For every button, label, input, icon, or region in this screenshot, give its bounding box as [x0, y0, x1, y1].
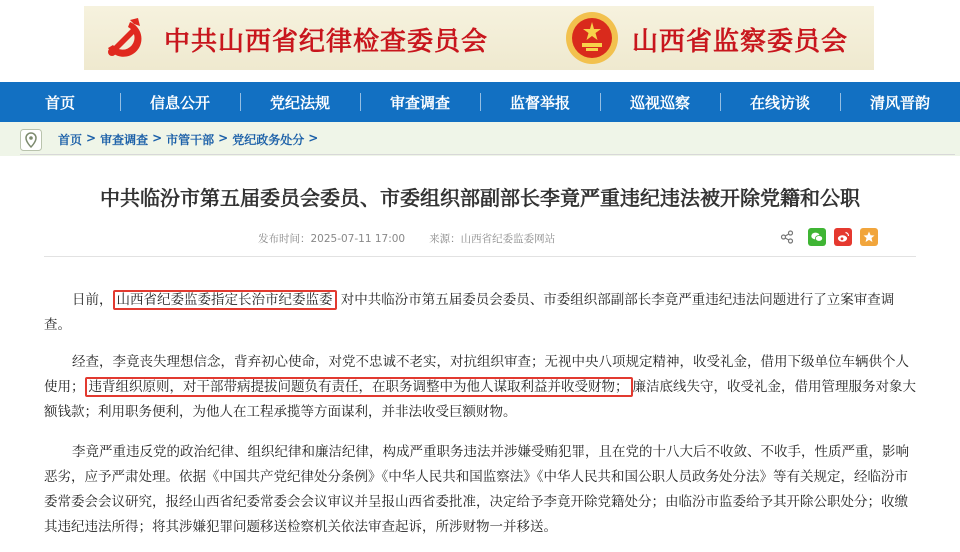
- breadcrumb-separator: >: [308, 131, 319, 145]
- breadcrumb-home[interactable]: 首页: [58, 133, 83, 147]
- breadcrumb: [58, 131, 322, 148]
- location-pin-icon: [20, 129, 42, 151]
- article-paragraph-3: 李竟严重违反党的政治纪律、组织纪律和廉洁纪律，构成严重职务违法并涉嫌受贿犯罪，且在党的十八大后不收敛、不收手，性质严重，影响恶劣，应予严肃处理。依据《中国共产党纪律处分条例》《中华人民共和国监察法》《中华人民共和国公职人员政务处分法》等有关规定，经临汾市委常委会会议研究，报经山西省纪委常委会会议审议并呈报山西省委批准，决定给予李竟开除党籍处分；由临汾市监委给予其开除公职处分；收缴其违纪违法所得；将其涉嫌犯罪问题移送检察机关依法审查起诉，所涉财物一并移送。: [44, 444, 909, 535]
- star-icon: [862, 230, 876, 244]
- article-paragraph-2: [44, 350, 920, 425]
- national-emblem-icon: [564, 10, 620, 66]
- nav-item-culture[interactable]: 清风晋韵: [840, 82, 960, 122]
- breadcrumb-sanctions[interactable]: 党纪政务处分: [232, 133, 305, 147]
- highlighted-phrase-2: 违背组织原则，对干部带病提拔问题负有责任，在职务调整中为他人谋取利益并收受财物；: [85, 377, 633, 397]
- breadcrumb-divider: [20, 154, 955, 155]
- share-button[interactable]: [778, 228, 796, 246]
- weibo-icon: [836, 230, 850, 244]
- article-paragraph-1: [44, 288, 920, 338]
- breadcrumb-separator: >: [218, 131, 229, 145]
- highlighted-phrase-1: 山西省纪委监委指定长治市纪委监委: [113, 290, 337, 310]
- wechat-icon: [810, 230, 824, 244]
- breadcrumb-city-cadres[interactable]: 市管干部: [166, 133, 215, 147]
- commission-title: 中共山西省纪律检查委员会: [164, 27, 489, 57]
- article-source: 来源：山西省纪委监委网站: [429, 233, 556, 245]
- nav-item-home[interactable]: 首页: [44, 93, 75, 112]
- article-meta: [258, 231, 555, 246]
- breadcrumb-separator: >: [86, 131, 97, 145]
- share-weibo-button[interactable]: [834, 228, 852, 246]
- main-nav: [0, 82, 960, 122]
- p1-rest: 对中共临汾市第五届委员会委员、市委组织部副部长李竟严重违纪违法问题进行了立案审查调查。: [44, 292, 895, 333]
- nav-item-regulations[interactable]: 党纪法规: [240, 82, 360, 122]
- supervision-title: 山西省监察委员会: [632, 27, 849, 57]
- nav-item-info[interactable]: 信息公开: [120, 82, 240, 122]
- breadcrumb-investigation[interactable]: 审查调查: [100, 133, 149, 147]
- site-header: [0, 0, 960, 80]
- meta-divider: [44, 256, 916, 257]
- party-emblem-icon: [100, 12, 152, 64]
- nav-item-report[interactable]: 监督举报: [480, 82, 600, 122]
- header-banner: [84, 6, 874, 70]
- share-wechat-button[interactable]: [808, 228, 826, 246]
- nav-item-inspection[interactable]: 巡视巡察: [600, 82, 720, 122]
- share-icon: [780, 230, 794, 244]
- favorite-button[interactable]: [860, 228, 878, 246]
- breadcrumb-separator: >: [152, 131, 163, 145]
- p1-lead: 日前，: [72, 292, 113, 308]
- nav-item-investigation[interactable]: 审查调查: [360, 82, 480, 122]
- article-title: 中共临汾市第五届委员会委员、市委组织部副部长李竟严重违纪违法被开除党籍和公职: [100, 186, 860, 210]
- p2-rest: 廉洁底线失守，收受礼金，借用管理服务对象大额钱款；利用职务便利，为他人在工程承揽等方面谋利，并非法收受巨额财物。: [44, 379, 916, 420]
- p2-lead: 经查，李竟丧失理想信念，背弃初心使命，对党不忠诚不老实，对抗组织审查；无视中央八项规定精神，收受礼金，借用下级单位车辆供个人使用；: [44, 354, 909, 395]
- publish-time: 发布时间：2025-07-11 17:00: [258, 233, 406, 245]
- nav-item-interview[interactable]: 在线访谈: [720, 82, 840, 122]
